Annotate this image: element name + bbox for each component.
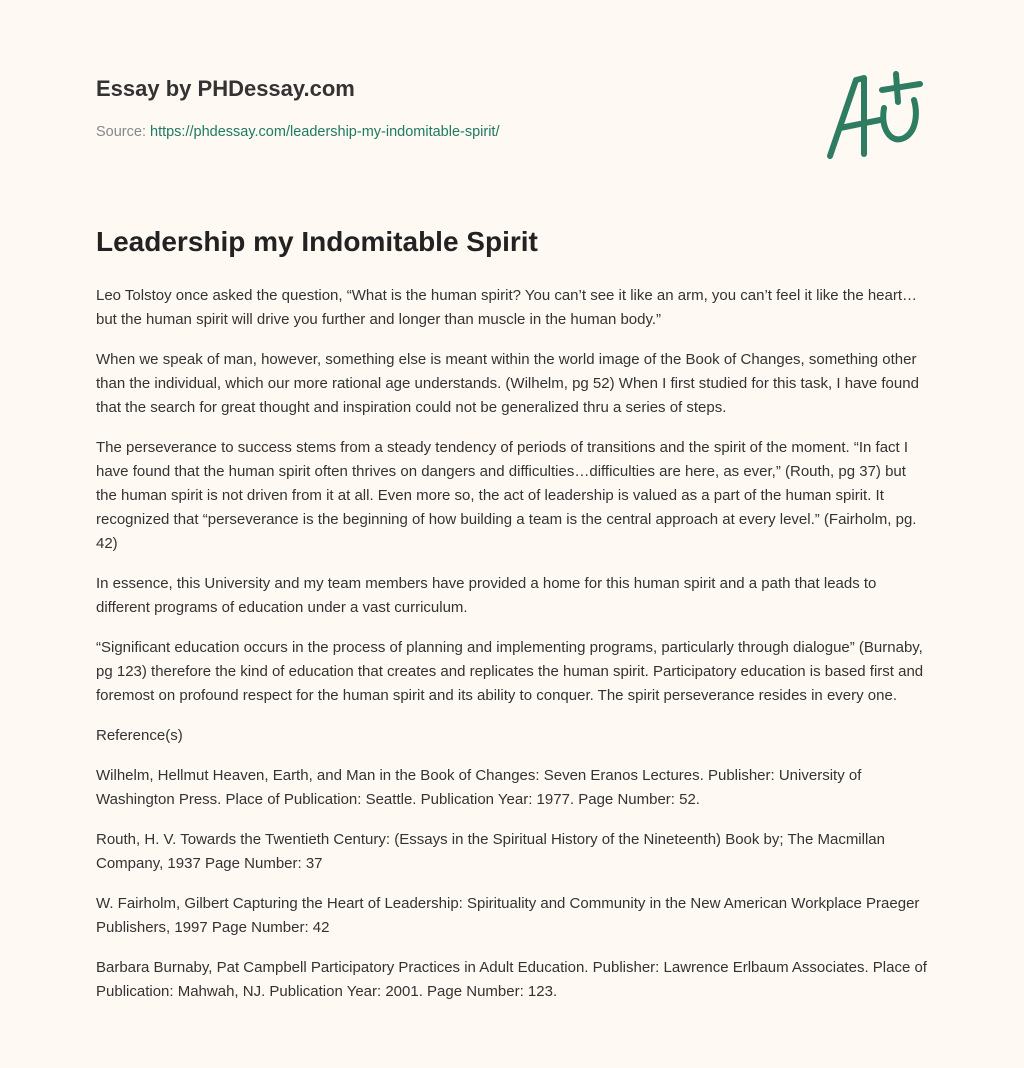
essay-title: Leadership my Indomitable Spirit [96, 226, 538, 257]
paragraph: The perseverance to success stems from a steady tendency of periods of transitions and the spirit of the moment. “In fact I have found that the human spirit often thrives on dangers and difficulties…difficulties are here, as ever,” (Routh, pg 37) but the human spirit is not driven from it at all. Even more so, the act of leadership is valued as a part of the human spirit. It recognized that “perseverance is the beginning of how building a team is the central approach at every level.” (Fairholm, pg. 42) [96, 439, 917, 552]
a-plus-logo-icon [818, 68, 928, 164]
paragraph: “Significant education occurs in the process of planning and implementing programs, particularly through dialogue” (Burnaby, pg 123) therefore the kind of education that creates and replicates the human spirit. Participatory education is based first and foremost on profound respect for the human spirit and its ability to conquer. The spirit perseverance resides in every one. [96, 639, 924, 704]
paragraph: Leo Tolstoy once asked the question, “What is the human spirit? You can’t see it like an arm, you can’t feel it like the heart…but the human spirit will drive you further and longer than muscle in the human body.” [96, 287, 918, 328]
source-link[interactable]: https://phdessay.com/leadership-my-indomitable-spirit/ [150, 124, 500, 140]
paragraph: In essence, this University and my team members have provided a home for this human spirit and a path that leads to different programs of education under a vast curriculum. [96, 575, 877, 616]
brand-title: Essay by PHDessay.com [96, 76, 355, 101]
reference-item: Barbara Burnaby, Pat Campbell Participatory Practices in Adult Education. Publisher: Lawrence Erlbaum Associates. Place of Publication: Mahwah, NJ. Publication Year: 2001. Page Number: 123. [96, 959, 927, 1000]
reference-item: Wilhelm, Hellmut Heaven, Earth, and Man in the Book of Changes: Seven Eranos Lectures. Publisher: University of Washington Press. Place of Publication: Seattle. Publication Year: 1977. Page Number: 52. [96, 767, 862, 808]
reference-item: W. Fairholm, Gilbert Capturing the Heart of Leadership: Spirituality and Community in the New American Workplace Praeger Publishers, 1997 Page Number: 42 [96, 895, 920, 936]
references-heading: Reference(s) [96, 727, 183, 744]
essay-body [96, 284, 928, 1020]
paragraph: When we speak of man, however, something else is meant within the world image of the Book of Changes, something other than the individual, which our more rational age understands. (Wilhelm, pg 52) When I first studied for this task, I have found that the search for great thought and inspiration could not be generalized thru a series of steps. [96, 351, 919, 416]
reference-item: Routh, H. V. Towards the Twentieth Century: (Essays in the Spiritual History of the Nineteenth) Book by; The Macmillan Company, 1937 Page Number: 37 [96, 831, 885, 872]
source-label: Source: [96, 124, 150, 140]
source-line [96, 124, 500, 140]
